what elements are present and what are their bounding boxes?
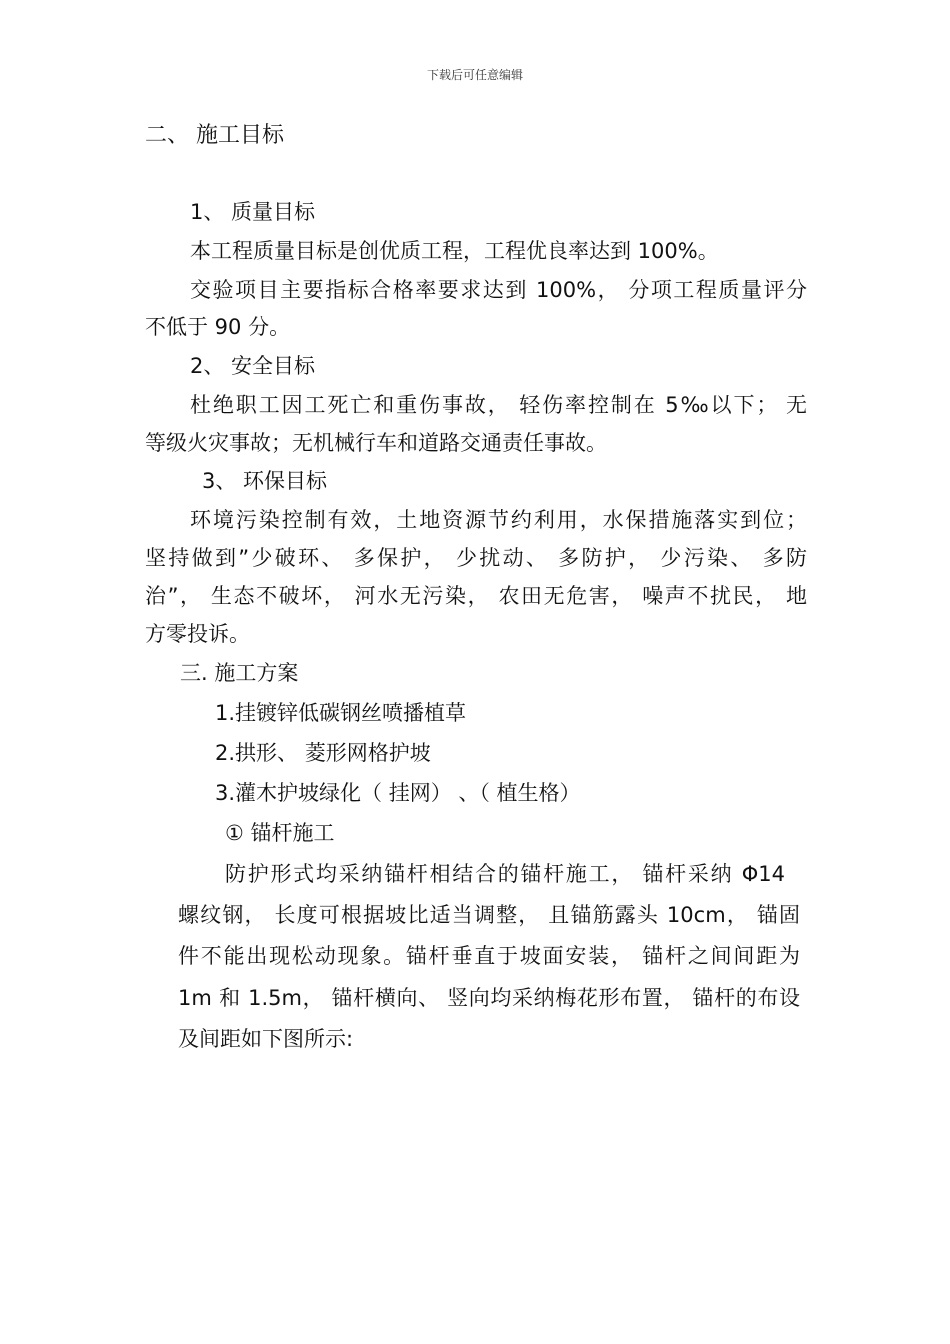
quality-goal-paragraph-2-line-2: 不低于 90 分。 [145, 315, 291, 339]
quality-goal-paragraph-1: 本工程质量目标是创优质工程，工程优良率达到 100%。 [190, 239, 719, 263]
environment-goal-paragraph-line-3: 治”， 生态不破坏， 河水无污染， 农田无危害， 噪声不扰民， 地 [145, 584, 807, 608]
environment-goal-paragraph-line-4: 方零投诉。 [145, 622, 250, 646]
plan-item-1: 1.挂镀锌低碳钢丝喷播植草 [215, 701, 467, 725]
section-2-title: 二、 施工目标 [145, 123, 284, 148]
plan-item-2: 2.拱形、 菱形网格护坡 [215, 741, 431, 765]
anchor-paragraph-line-2: 螺纹钢， 长度可根据坡比适当调整， 且锚筋露头 10cm， 锚固 [178, 903, 800, 927]
quality-goal-paragraph-2-line-1: 交验项目主要指标合格率要求达到 100%， 分项工程质量评分 [190, 278, 807, 302]
environment-goal-paragraph-line-2: 坚持做到”少破环、 多保护， 少扰动、 多防护， 少污染、 多防 [145, 546, 807, 570]
section-3-title: 三. 施工方案 [180, 661, 299, 685]
anchor-paragraph-line-5: 及间距如下图所示: [178, 1027, 354, 1051]
anchor-paragraph-line-1: 防护形式均采纳锚杆相结合的锚杆施工， 锚杆采纳 Φ14 [225, 862, 785, 886]
plan-item-3: 3.灌木护坡绿化（ 挂网） 、（ 植生格） [215, 781, 581, 805]
safety-goal-heading: 2、 安全目标 [190, 354, 316, 378]
quality-goal-heading: 1、 质量目标 [190, 200, 316, 224]
anchor-paragraph-line-3: 件不能出现松动现象。锚杆垂直于坡面安装， 锚杆之间间距为 [178, 944, 800, 968]
safety-goal-paragraph-line-2: 等级火灾事故；无机械行车和道路交通责任事故。 [145, 431, 607, 455]
anchor-paragraph-line-4: 1m 和 1.5m， 锚杆横向、 竖向均采纳梅花形布置， 锚杆的布设 [178, 986, 800, 1010]
environment-goal-heading: 3、 环保目标 [202, 469, 328, 493]
anchor-construction-heading: ① 锚杆施工 [225, 821, 335, 845]
page-header-note: 下载后可任意编辑 [426, 68, 523, 82]
safety-goal-paragraph-line-1: 杜绝职工因工死亡和重伤事故， 轻伤率控制在 5‰以下； 无 [190, 393, 807, 417]
environment-goal-paragraph-line-1: 环境污染控制有效，土地资源节约利用，水保措施落实到位； [190, 508, 807, 532]
